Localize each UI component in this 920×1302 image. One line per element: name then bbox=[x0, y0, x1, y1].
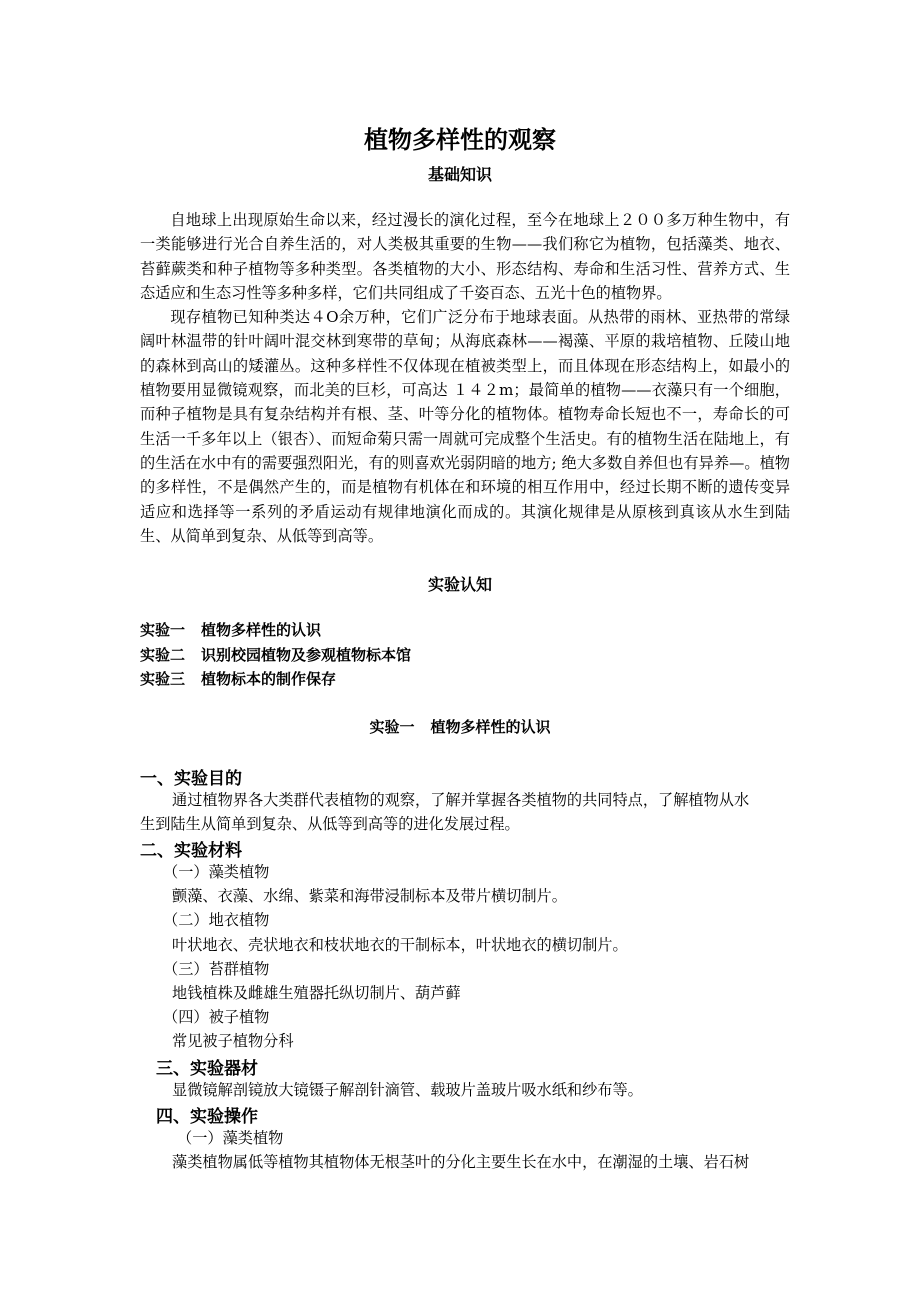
material-label: （三）苔群植物 bbox=[163, 960, 270, 978]
experiment-number: 实验一 bbox=[369, 718, 415, 736]
material-text: 常见被子植物分科 bbox=[172, 1032, 294, 1050]
experiment-name: 植物多样性的认识 bbox=[201, 621, 322, 639]
section-heading-basic: 基础知识 bbox=[427, 165, 492, 184]
document-title: 植物多样性的观察 bbox=[364, 126, 556, 154]
experiment-name: 植物标本的制作保存 bbox=[201, 670, 337, 688]
section-heading-cognition: 实验认知 bbox=[427, 575, 492, 594]
material-text: 地钱植株及雌雄生殖器托纵切制片、葫芦藓 bbox=[172, 984, 461, 1002]
experiment-one-heading bbox=[0, 716, 920, 737]
paragraph: 自地球上出现原始生命以来，经过漫长的演化过程，至今在地球上２００多万种生物中，有一类能够进行光合自养生活的，对人类极其重要的生物——我们称它为植物，包括藻类、地衣、苔藓蕨类和种子植物等多种类型。各类植物的大小、形态结构、寿命和生活习性、营养方式、生态适应和生态习性等多种多样，它们共同组成了千姿百态、五光十色的植物界。 bbox=[140, 211, 790, 302]
purpose-heading: 一、实验目的 bbox=[140, 769, 242, 789]
purpose-line: 通过植物界各大类群代表植物的观察，了解并掌握各类植物的共同特点，了解植物从水 bbox=[172, 791, 750, 809]
material-text: 颤藻、衣藻、水绵、紫菜和海带浸制标本及带片横切制片。 bbox=[172, 887, 567, 905]
material-label: （一）藻类植物 bbox=[163, 863, 270, 881]
experiment-name: 识别校园植物及参观植物标本馆 bbox=[201, 645, 412, 664]
paragraph: 现存植物已知种类达４O余万种，它们广泛分布于地球表面。从热带的雨林、亚热带的常绿阔叶林温带的针叶阔叶混交林到寒带的草甸；从海底森林——褐藻、平原的栽培植物、丘陵山地的森林到高山的矮灌丛。这种多样性不仅体现在植被类型上，而且体现在形态结构上，如最小的植物要用显微镜观察，而北美的巨杉，可高达 １４２m；最简单的植物——衣藻只有一个细胞，而种子植物是具有复杂结构并有根、茎、叶等分化的植物体。植物寿命长短也不一，寿命长的可生活一千多年以上（银杏）、而短命菊只需一周就可完成整个生活史。有的植物生活在陆地上，有的生活在水中有的需要强烈阳光，有的则喜欢光弱阴暗的地方; 绝大多数自养但也有异养—。植物的多样性，不是偶然产生的，而是植物有机体在和环境的相互作用中，经过长期不断的遗传变异适应和选择等一系列的矛盾运动有规律地演化而成的。其演化规律是从原核到真该从水生到陆生、从简单到复杂、从低等到高等。 bbox=[140, 308, 790, 545]
materials-heading: 二、实验材料 bbox=[140, 841, 242, 861]
equipment-text: 显微镜解剖镜放大镜镊子解剖针滴管、载玻片盖玻片吸水纸和纱布等。 bbox=[172, 1081, 643, 1099]
list-item bbox=[140, 618, 411, 643]
experiment-number: 实验三 bbox=[140, 670, 186, 688]
purpose-line: 生到陆生从简单到复杂、从低等到高等的进化发展过程。 bbox=[140, 815, 520, 833]
operation-label: （一）藻类植物 bbox=[177, 1129, 284, 1147]
experiment-name: 植物多样性的认识 bbox=[430, 718, 551, 736]
list-item bbox=[140, 667, 411, 692]
list-item bbox=[140, 643, 411, 668]
material-label: （四）被子植物 bbox=[163, 1008, 270, 1026]
operation-heading: 四、实验操作 bbox=[156, 1107, 258, 1127]
experiment-number: 实验二 bbox=[140, 645, 186, 664]
material-label: （二）地衣植物 bbox=[163, 911, 270, 929]
operation-text: 藻类植物属低等植物其植物体无根茎叶的分化主要生长在水中，在潮湿的土壤、岩石树 bbox=[172, 1153, 750, 1171]
material-text: 叶状地衣、壳状地衣和枝状地衣的干制标本，叶状地衣的横切制片。 bbox=[172, 936, 628, 954]
experiment-list bbox=[140, 618, 411, 692]
equipment-heading: 三、实验器材 bbox=[156, 1059, 258, 1079]
basic-knowledge-text bbox=[140, 208, 790, 548]
experiment-number: 实验一 bbox=[140, 621, 186, 639]
